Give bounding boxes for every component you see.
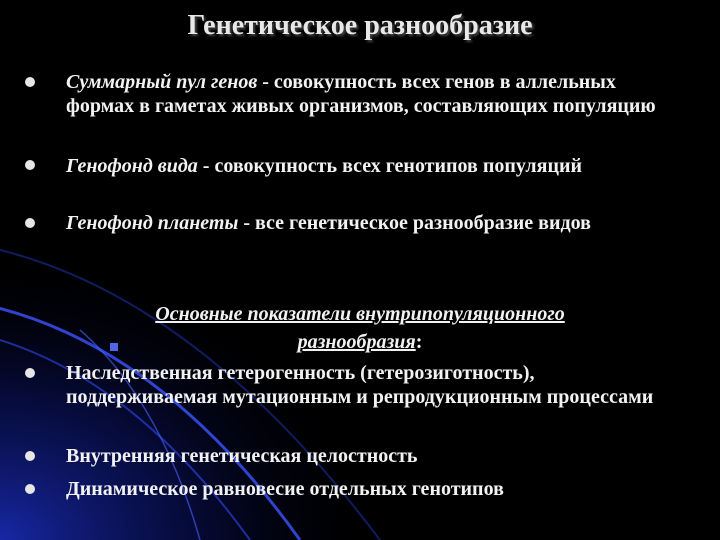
bullet-icon: [25, 368, 35, 378]
definition-text: совокупность всех генотипов популяций: [214, 155, 583, 177]
definition-text: совокупность всех генов в аллельных формах в гаметах живых организмов, составляющих популяцию: [66, 71, 656, 117]
bullet-icon: [25, 77, 35, 87]
indicators-heading-line2: разнообразия:: [297, 331, 423, 353]
bullet-icon: [25, 484, 35, 494]
indicator-item: Динамическое равновесие отдельных генотипов: [66, 478, 504, 500]
slide-title: Генетическое разнообразие: [187, 10, 533, 41]
indicators-heading-line1: Основные показатели внутрипопуляционного: [155, 303, 565, 325]
definition-item: Суммарный пул генов - совокупность всех генов в аллельных формах в гаметах живых организмов, составляющих популяцию: [66, 71, 656, 117]
definition-text: все генетическое разнообразие видов: [255, 212, 591, 234]
bullet-icon: [25, 451, 35, 461]
definition-term: Генофонд планеты: [66, 212, 239, 234]
indicator-item: Наследственная гетерогенность (гетерозиготность), поддерживаемая мутационным и репродукционным процессами: [66, 362, 654, 408]
indicator-item: Внутренняя генетическая целостность: [66, 445, 418, 467]
bullet-icon: [25, 160, 35, 170]
definition-term: Генофонд вида: [66, 155, 198, 177]
definition-term: Суммарный пул генов: [66, 71, 258, 93]
bullet-icon: [25, 218, 35, 228]
definition-item: Генофонд вида - совокупность всех генотипов популяций: [66, 155, 583, 177]
definition-item: Генофонд планеты - все генетическое разнообразие видов: [66, 212, 591, 234]
